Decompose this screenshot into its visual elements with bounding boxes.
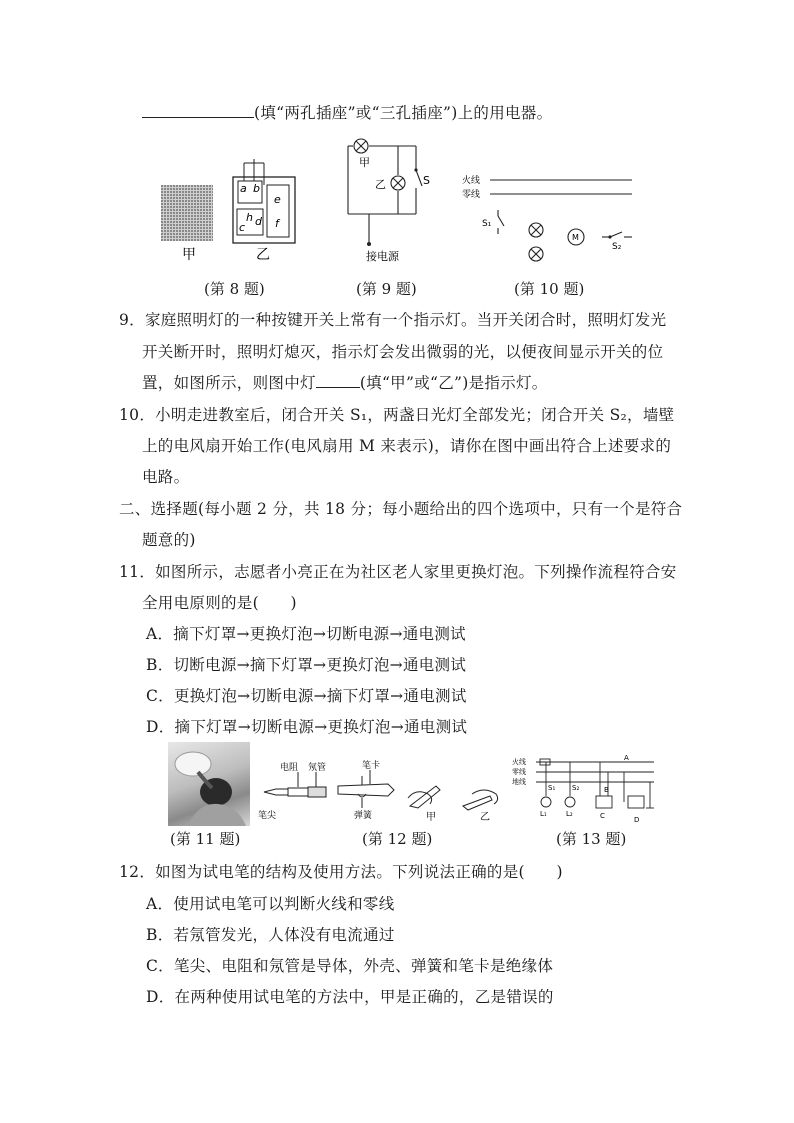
fig13-label-a: A [624, 754, 629, 762]
q9-line-3b: (填“甲”或“乙”)是指示灯。 [359, 374, 548, 392]
figure-8-drawing [158, 155, 303, 265]
fig13-ground-label: 地线 [512, 778, 526, 786]
q9-line-2: 开关断开时，照明灯熄灭，指示灯会发出微弱的光，以便夜间显示开关的位 [142, 343, 664, 361]
fig8-letter-e: e [274, 193, 281, 206]
figure-11-drawing [168, 742, 250, 826]
figure-8-photo [161, 185, 213, 241]
figure-13-drawing [512, 752, 658, 826]
figure-13-caption: (第 13 题) [556, 830, 627, 848]
fig13-neutral-label: 零线 [512, 768, 526, 776]
figure-11-caption: (第 11 题) [170, 830, 241, 848]
q12-line-1: 12．如图为试电笔的结构及使用方法。下列说法正确的是( ) [119, 863, 563, 881]
fig12-label-yi: 乙 [480, 812, 490, 823]
figure-9-caption: (第 9 题) [356, 280, 417, 298]
fig13-label-c: C [600, 812, 605, 820]
q9-line-3 [142, 373, 548, 393]
fig12-label-clip: 笔卡 [362, 761, 381, 771]
fig10-neutral-label: 零线 [462, 190, 481, 200]
fig12-label-jia: 甲 [426, 812, 436, 823]
figure-12-caption: (第 12 题) [362, 830, 433, 848]
q9-line-3a: 置，如图所示，则图中灯 [142, 374, 316, 392]
figure-10-drawing [460, 168, 640, 264]
figure-12 [258, 748, 508, 824]
answer-blank [316, 373, 360, 388]
fig13-label-l2: L₂ [566, 810, 573, 818]
section-2-heading: 二、选择题(每小题 2 分，共 18 分；每小题给出的四个选项中，只有一个是符合 [119, 500, 683, 518]
fig9-switch-label: S [423, 174, 430, 187]
q9-line-1: 9．家庭照明灯的一种按键开关上常有一个指示灯。当开关闭合时，照明灯发光 [119, 311, 667, 329]
fig10-s1-label: S₁ [482, 219, 492, 229]
q8-tail-text: (填“两孔插座”或“三孔插座”)上的用电器。 [254, 104, 553, 122]
fig10-s2-label: S₂ [612, 242, 622, 252]
section-2-heading-cont: 题意的) [142, 531, 196, 549]
fig13-label-s1: S₁ [548, 784, 556, 792]
fig10-live-label: 火线 [462, 176, 481, 186]
figure-12-drawing [258, 748, 508, 824]
fig12-label-spring: 弹簧 [354, 811, 373, 821]
q11-line-1: 11．如图所示，志愿者小亮正在为社区老人家里更换灯泡。下列操作流程符合安 [119, 563, 677, 581]
figure-8-caption: (第 8 题) [204, 280, 265, 298]
fig13-live-label: 火线 [512, 758, 526, 766]
fig8-letter-b: b [253, 182, 260, 195]
fig8-letter-h: h [246, 211, 253, 224]
q12-option-b[interactable]: B．若氖管发光，人体没有电流通过 [146, 926, 395, 944]
q11-line-2: 全用电原则的是( ) [142, 594, 297, 612]
q11-option-b[interactable]: B．切断电源→摘下灯罩→更换灯泡→通电测试 [146, 656, 467, 674]
figure-13 [512, 752, 658, 826]
q11-option-a[interactable]: A．摘下灯罩→更换灯泡→切断电源→通电测试 [146, 625, 466, 643]
figure-9 [338, 138, 438, 266]
fig8-letter-a: a [240, 182, 247, 195]
fig9-label-jia: 甲 [359, 156, 370, 169]
answer-blank [142, 103, 254, 118]
fig9-source-label: 接电源 [366, 250, 399, 263]
figure-10 [460, 168, 640, 264]
fig8-letter-d: d [255, 215, 262, 228]
q12-option-d[interactable]: D．在两种使用试电笔的方法中，甲是正确的，乙是错误的 [146, 988, 554, 1006]
fig13-label-d: D [634, 816, 640, 824]
q11-option-d[interactable]: D．摘下灯罩→切断电源→更换灯泡→通电测试 [146, 718, 468, 736]
fig12-label-resistor: 电阻 [280, 763, 299, 773]
fig12-label-tip: 笔尖 [258, 811, 277, 821]
figure-11-photo [168, 742, 250, 826]
fig12-label-neon: 氖管 [308, 763, 327, 773]
fig8-label-jia: 甲 [182, 247, 196, 263]
q10-line-3: 电路。 [142, 468, 190, 486]
q8-answer-line [142, 103, 552, 123]
q12-option-c[interactable]: C．笔尖、电阻和氖管是导体，外壳、弹簧和笔卡是绝缘体 [146, 957, 554, 975]
q10-line-2: 上的电风扇开始工作(电风扇用 M 来表示)，请你在图中画出符合上述要求的 [142, 437, 672, 455]
fig8-letter-c: c [239, 221, 246, 234]
q10-line-1: 10．小明走进教室后，闭合开关 S₁，两盏日光灯全部发光；闭合开关 S₂，墙壁 [119, 406, 675, 424]
q12-option-a[interactable]: A．使用试电笔可以判断火线和零线 [146, 895, 395, 913]
fig13-label-l1: L₁ [540, 810, 547, 818]
fig8-letter-f: f [275, 217, 279, 230]
q11-option-c[interactable]: C．更换灯泡→切断电源→摘下灯罩→通电测试 [146, 687, 467, 705]
fig13-label-b: B [604, 786, 609, 794]
fig9-label-yi: 乙 [375, 178, 386, 191]
figure-8 [158, 155, 303, 265]
fig8-label-yi: 乙 [256, 247, 270, 263]
fig10-motor-label: M [572, 233, 579, 242]
figure-9-drawing [338, 138, 438, 266]
figure-10-caption: (第 10 题) [514, 280, 585, 298]
fig13-label-s2: S₂ [572, 784, 580, 792]
